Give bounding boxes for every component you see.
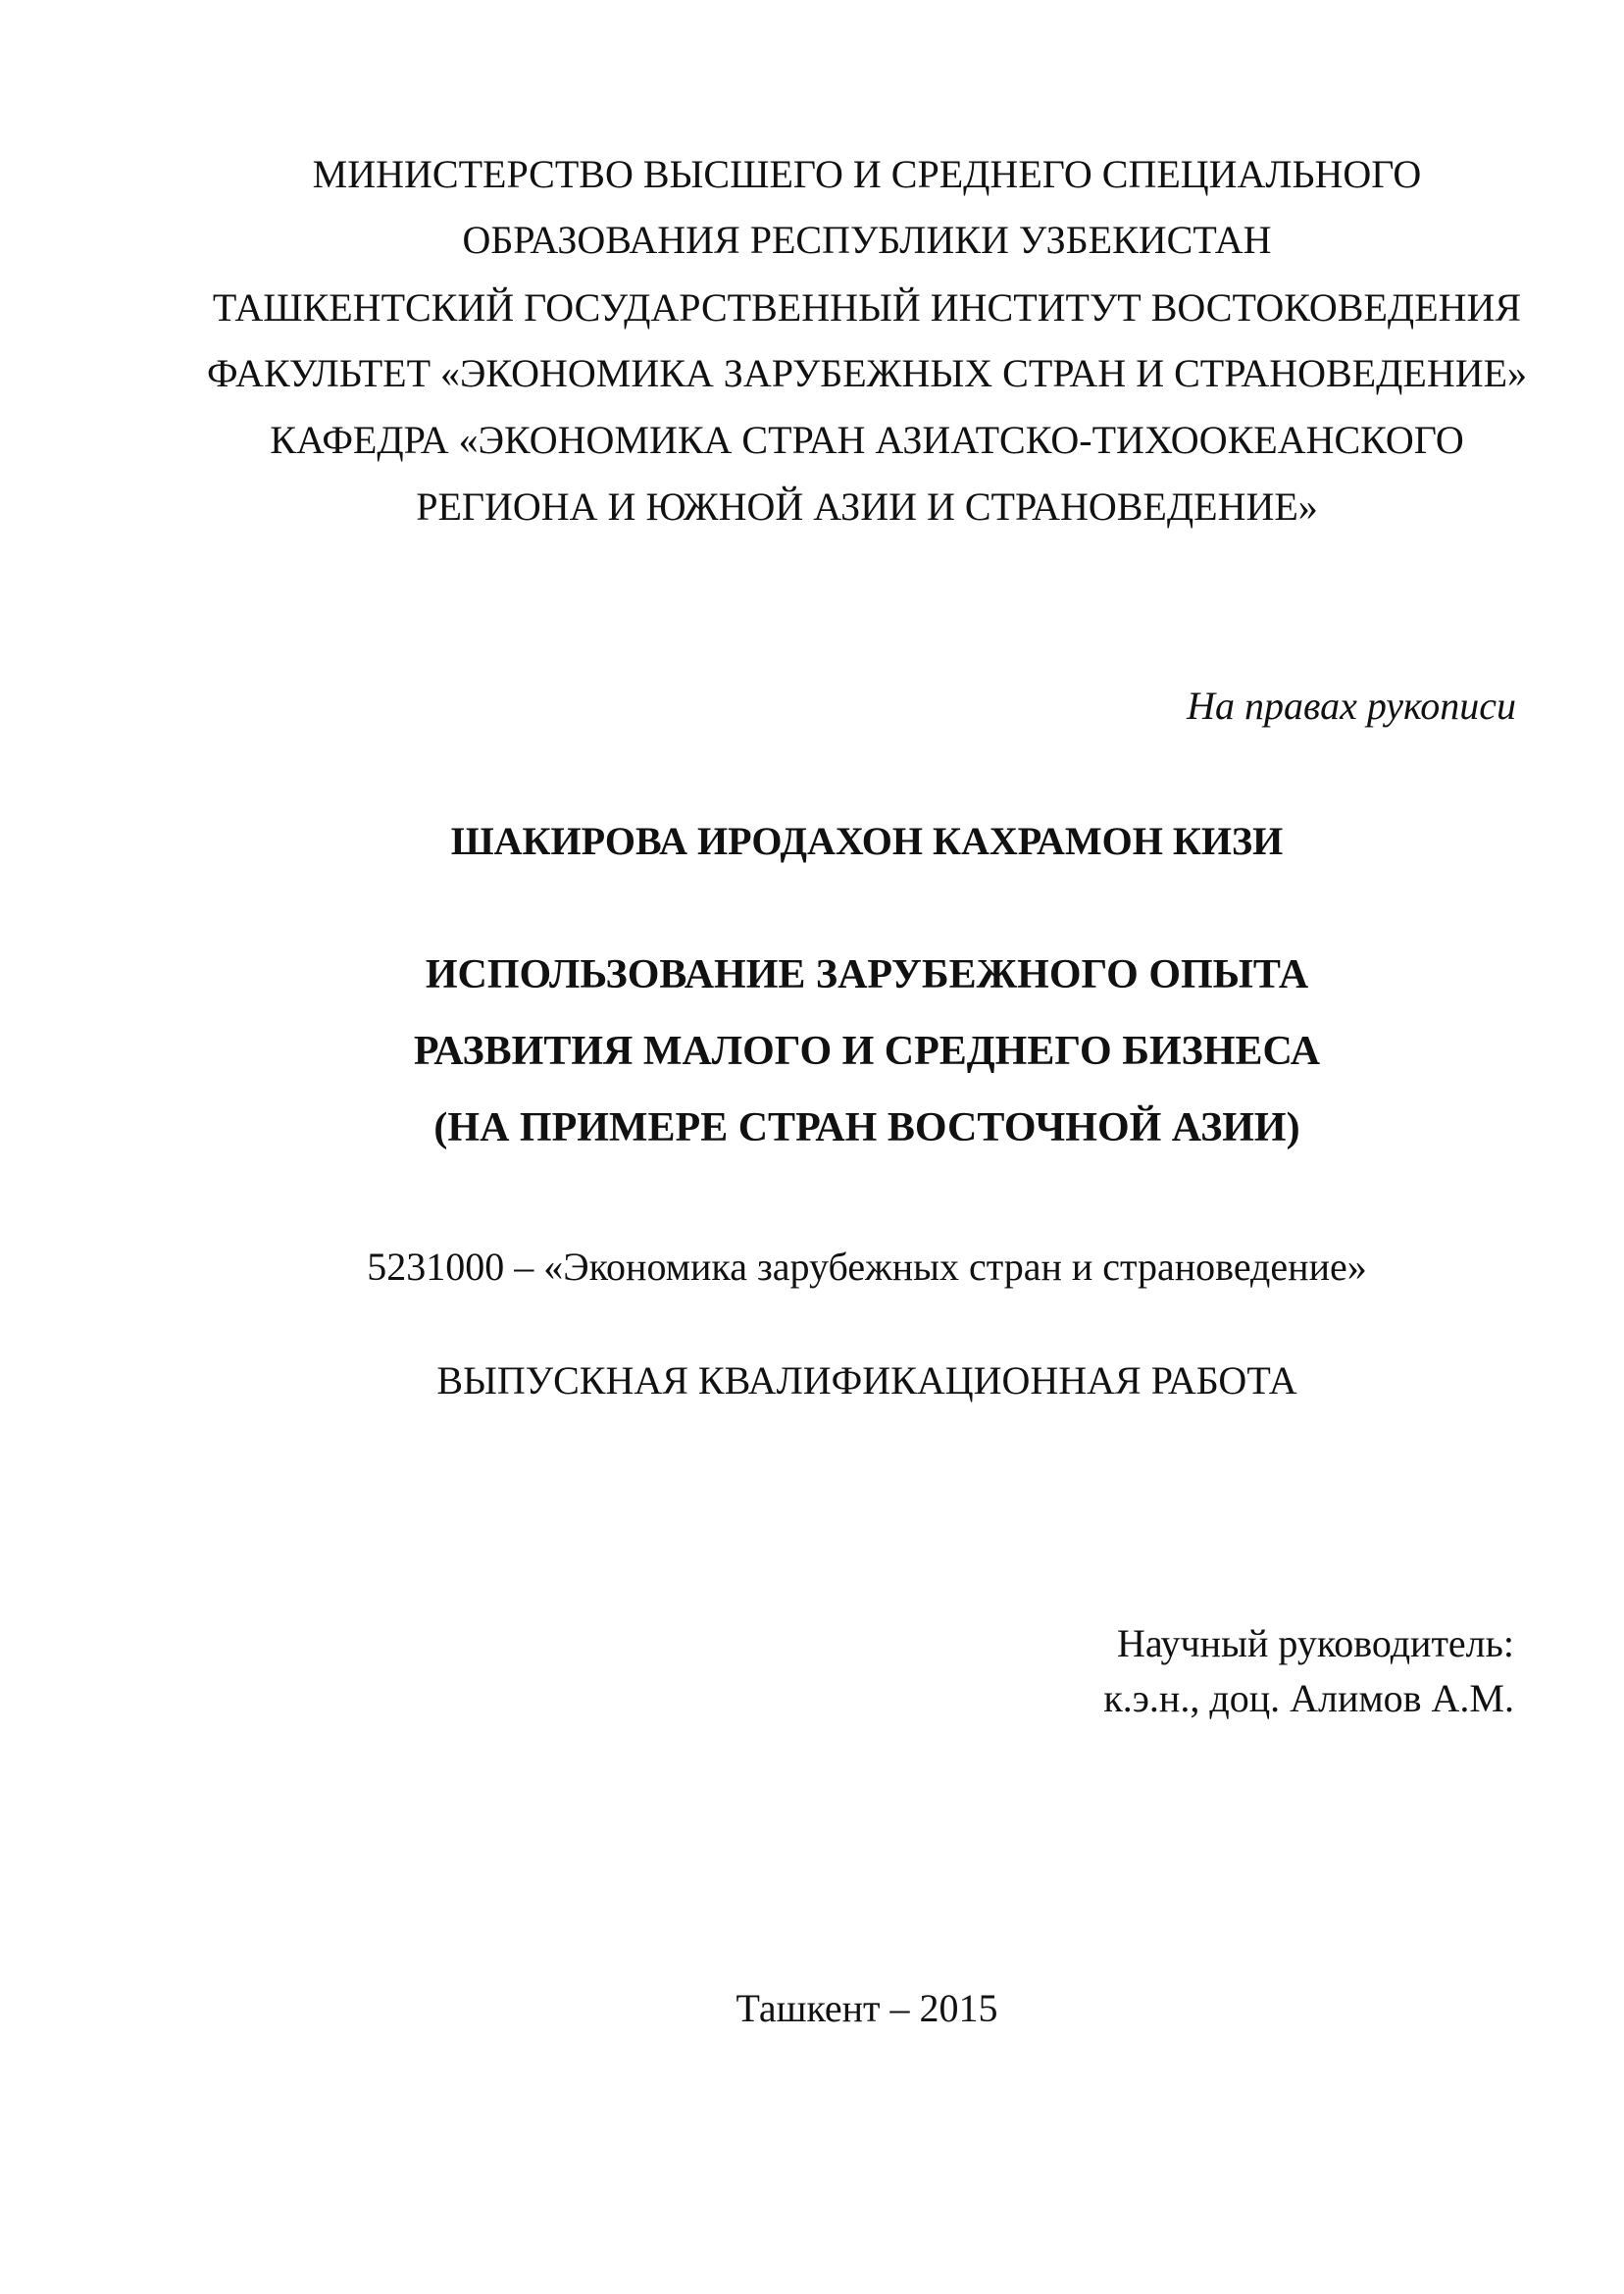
title-line-2: РАЗВИТИЯ МАЛОГО И СРЕДНЕГО БИЗНЕСА <box>413 1029 1321 1074</box>
specialty-code: 5231000 – «Экономика зарубежных стран и страноведение» <box>367 1245 1367 1289</box>
author-name: ШАКИРОВА ИРОДАХОН КАХРАМОН КИЗИ <box>450 819 1284 863</box>
title-line-3: (НА ПРИМЕРЕ СТРАН ВОСТОЧНОЙ АЗИИ) <box>433 1105 1300 1150</box>
header-line-ministry: МИНИСТЕРСТВО ВЫСШЕГО И СРЕДНЕГО СПЕЦИАЛЬНОГО <box>312 152 1422 196</box>
header-line-institute: ТАШКЕНТСКИЙ ГОСУДАРСТВЕННЫЙ ИНСТИТУТ ВОСТОКОВЕДЕНИЯ <box>212 285 1522 330</box>
header-line-department: КАФЕДРА «ЭКОНОМИКА СТРАН АЗИАТСКО-ТИХООКЕАНСКОГО <box>270 418 1464 462</box>
manuscript-note: На правах рукописи <box>1187 684 1516 728</box>
header-line-education: ОБРАЗОВАНИЯ РЕСПУБЛИКИ УЗБЕКИСТАН <box>462 218 1272 262</box>
header-line-faculty: ФАКУЛЬТЕТ «ЭКОНОМИКА ЗАРУБЕЖНЫХ СТРАН И СТРАНОВЕДЕНИЕ» <box>206 351 1528 395</box>
work-type: ВЫПУСКНАЯ КВАЛИФИКАЦИОННАЯ РАБОТА <box>436 1358 1297 1402</box>
supervisor-label: Научный руководитель: <box>1116 1621 1514 1665</box>
supervisor-name: к.э.н., доц. Алимов А.М. <box>1103 1676 1514 1720</box>
city-year: Ташкент – 2015 <box>736 1986 998 2030</box>
title-line-1: ИСПОЛЬЗОВАНИЕ ЗАРУБЕЖНОГО ОПЫТА <box>425 952 1309 997</box>
header-line-department-cont: РЕГИОНА И ЮЖНОЙ АЗИИ И СТРАНОВЕДЕНИЕ» <box>416 484 1318 529</box>
